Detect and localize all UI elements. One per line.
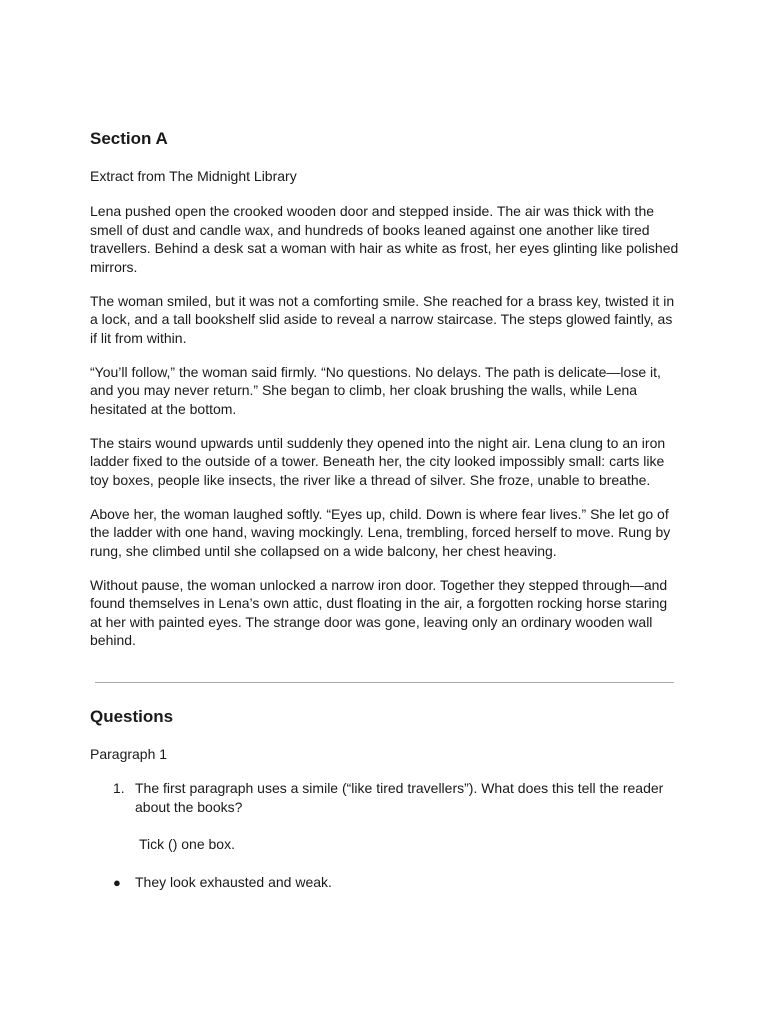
section-divider xyxy=(95,682,674,683)
passage-paragraph-6: Without pause, the woman unlocked a narrow iron door. Together they stepped through—and found themselves in Lena’s own attic, dust floating in the air, a forgotten rocking horse staring at her with painted eyes. The strange door was gone, leaving only an ordinary wooden wall behind. xyxy=(90,576,668,648)
tick-instruction: Tick () one box. xyxy=(139,836,235,852)
passage-paragraph-1: Lena pushed open the crooked wooden door and stepped inside. The air was thick with the smell of dust and candle wax, and hundreds of books leaned against one another like tired travellers. Behind a desk sat a woman with hair as white as frost, her eyes glinting like polished mirrors. xyxy=(90,203,679,275)
passage xyxy=(90,202,682,665)
bullet-icon: ● xyxy=(113,875,121,890)
answer-option-1[interactable] xyxy=(90,873,682,893)
answer-option-text: They look exhausted and weak. xyxy=(135,874,332,890)
passage-paragraph-5: Above her, the woman laughed softly. “Eyes up, child. Down is where fear lives.” She let go of the ladder with one hand, waving mockingly. Lena, trembling, forced herself to move. Rung by rung, she climbed until she collapsed on a wide balcony, her chest heaving. xyxy=(90,505,671,559)
question-number: 1. xyxy=(113,780,125,796)
passage-paragraph-3: “You’ll follow,” the woman said firmly. “No questions. No delays. The path is delicate—lose it, and you may never return.” She began to climb, her cloak brushing the walls, while Lena hesitated at the bottom. xyxy=(90,363,661,417)
question-text: The first paragraph uses a simile (“like tired travellers”). What does this tell the reader about the books? xyxy=(135,780,664,815)
questions-title: Questions xyxy=(90,707,174,726)
passage-paragraph-4: The stairs wound upwards until suddenly they opened into the night air. Lena clung to an iron ladder fixed to the outside of a tower. Beneath her, the city looked impossibly small: carts like toy boxes, people like insects, the river like a thread of silver. She froze, unable to breathe. xyxy=(90,434,666,488)
passage-paragraph-2: The woman smiled, but it was not a comforting smile. She reached for a brass key, twisted it in a lock, and a tall bookshelf slid aside to reveal a narrow staircase. The steps glowed faintly, as if lit from within. xyxy=(90,292,675,346)
extract-title: Extract from The Midnight Library xyxy=(90,168,297,184)
paragraph-label: Paragraph 1 xyxy=(90,746,168,762)
section-title: Section A xyxy=(90,129,168,148)
